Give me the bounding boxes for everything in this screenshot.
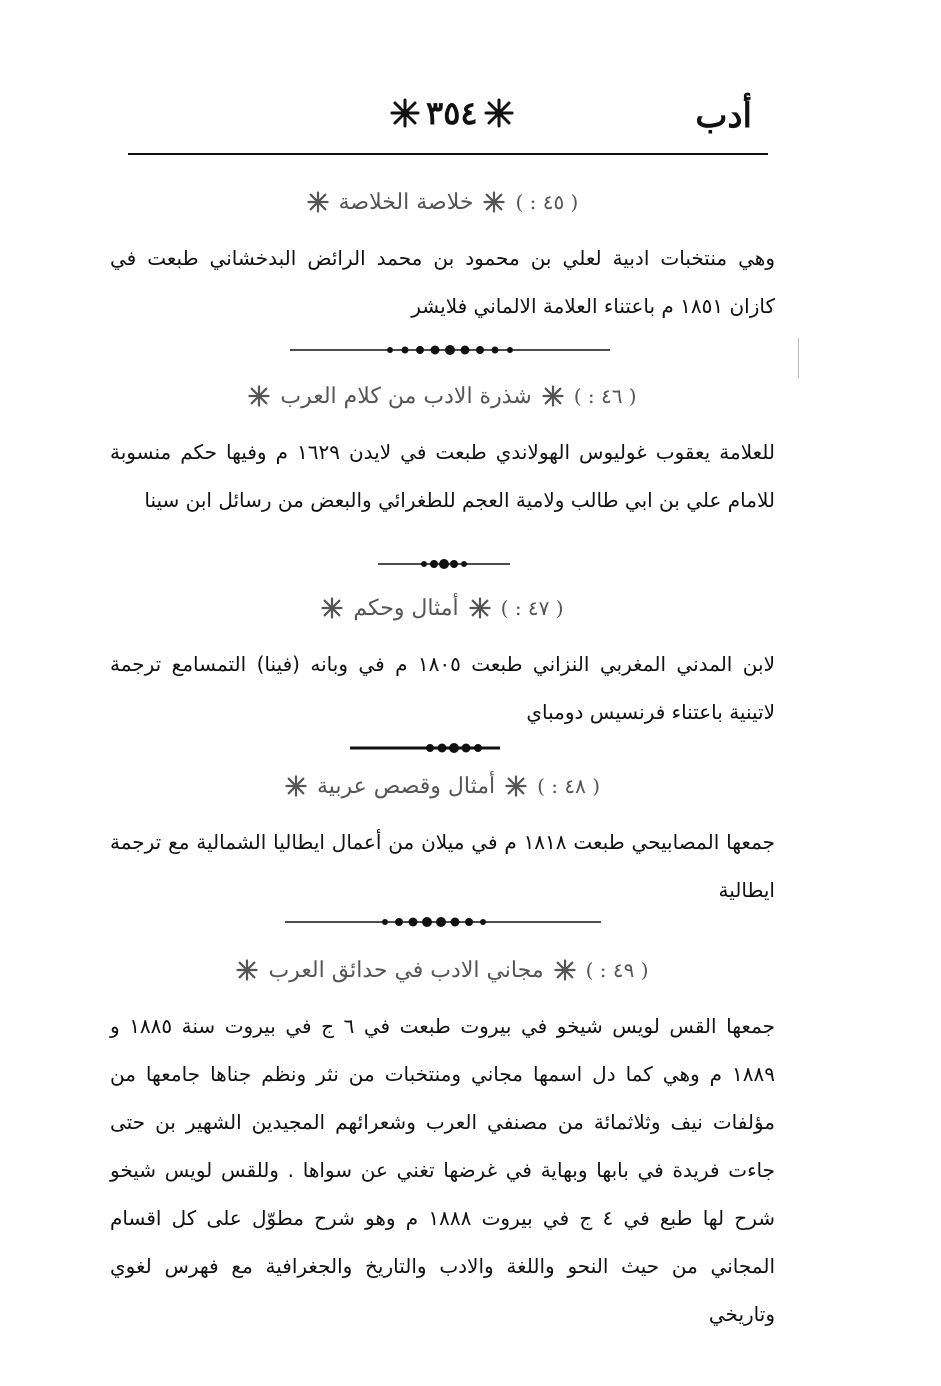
ornament-star-icon — [483, 191, 505, 213]
entry-title: شذرة الادب من كلام العرب — [280, 383, 532, 409]
entry-body: وهي منتخبات ادبية لعلي بن محمود بن محمد الرائض البدخشاني طبعت في كازان ١٨٥١ م باعتناء العلامة الالماني فلايشر — [110, 246, 775, 318]
entry-heading — [110, 376, 775, 416]
entry-number: ( ٤٥ : ) — [515, 190, 579, 214]
ornamental-divider — [350, 740, 500, 756]
ornament-star-icon — [554, 959, 576, 981]
entry-heading — [110, 766, 775, 806]
ornament-star-icon — [505, 775, 527, 797]
ornament-star-icon — [484, 98, 514, 128]
page-number-group — [390, 94, 514, 132]
entry-number: ( ٤٦ : ) — [573, 384, 637, 408]
entry-48 — [110, 766, 775, 914]
ornament-star-icon — [469, 597, 491, 619]
entry-47 — [110, 588, 775, 736]
entry-number: ( ٤٧ : ) — [500, 596, 564, 620]
ornament-star-icon — [236, 959, 258, 981]
page-number: ٣٥٤ — [426, 94, 478, 132]
entry-heading — [110, 588, 775, 628]
entry-45 — [110, 182, 775, 330]
running-header-word: أدب — [695, 96, 752, 136]
entry-heading — [110, 950, 775, 990]
entry-body: لابن المدني المغربي النزاني طبعت ١٨٠٥ م في وبانه (فينا) التمسامع ترجمة لاتينية باعتناء فرنسيس دومباي — [110, 652, 775, 724]
entry-body: للعلامة يعقوب غوليوس الهولاندي طبعت في لايدن ١٦٢٩ م وفيها حكم منسوبة للامام علي بن ابي طالب ولامية العجم للطغرائي والبعض من رسائل ابن سينا — [110, 440, 775, 512]
entry-title: أمثال وحكم — [353, 595, 459, 621]
ornament-star-icon — [285, 775, 307, 797]
page-header — [120, 90, 770, 150]
entry-46 — [110, 376, 775, 524]
ornamental-divider — [290, 342, 610, 358]
entry-title: أمثال وقصص عربية — [316, 773, 496, 799]
entry-body: جمعها المصابيحي طبعت ١٨١٨ م في ميلان من أعمال ايطاليا الشمالية مع ترجمة ايطالية — [110, 830, 775, 902]
margin-mark — [798, 338, 799, 378]
entry-heading — [110, 182, 775, 222]
entry-body: جمعها القس لويس شيخو في بيروت طبعت في ٦ ج في بيروت سنة ١٨٨٥ و ١٨٨٩ م وهي كما دل اسمها مجاني ومنتخبات من نثر ونظم جناها جامعها من مؤلفات نيف وثلاثمائة من مصنفي العرب وشعرائهم المجيدين الشهير بن حتى جاءت فريدة في بابها وبهاية في غرضها تغني عن سواها . وللقس لويس شيخو شرح لها طبع في ٤ ج في بيروت ١٨٨٨ م وهو شرح مطوّل على كل اقسام المجاني من حيث النحو واللغة والادب والتاريخ والجغرافية مع فهرس لغوي وتاريخي — [110, 1014, 776, 1326]
entry-title: مجاني الادب في حدائق العرب — [268, 957, 544, 983]
entry-number: ( ٤٩ : ) — [585, 958, 649, 982]
ornament-star-icon — [542, 385, 564, 407]
ornament-star-icon — [390, 98, 420, 128]
entry-49 — [110, 950, 775, 1338]
ornament-star-icon — [307, 191, 329, 213]
ornament-star-icon — [321, 597, 343, 619]
ornamental-divider — [285, 914, 601, 930]
ornament-star-icon — [248, 385, 270, 407]
entry-number: ( ٤٨ : ) — [537, 774, 601, 798]
entry-title: خلاصة الخلاصة — [338, 189, 474, 215]
header-rule — [128, 153, 768, 155]
ornamental-divider — [378, 556, 510, 572]
